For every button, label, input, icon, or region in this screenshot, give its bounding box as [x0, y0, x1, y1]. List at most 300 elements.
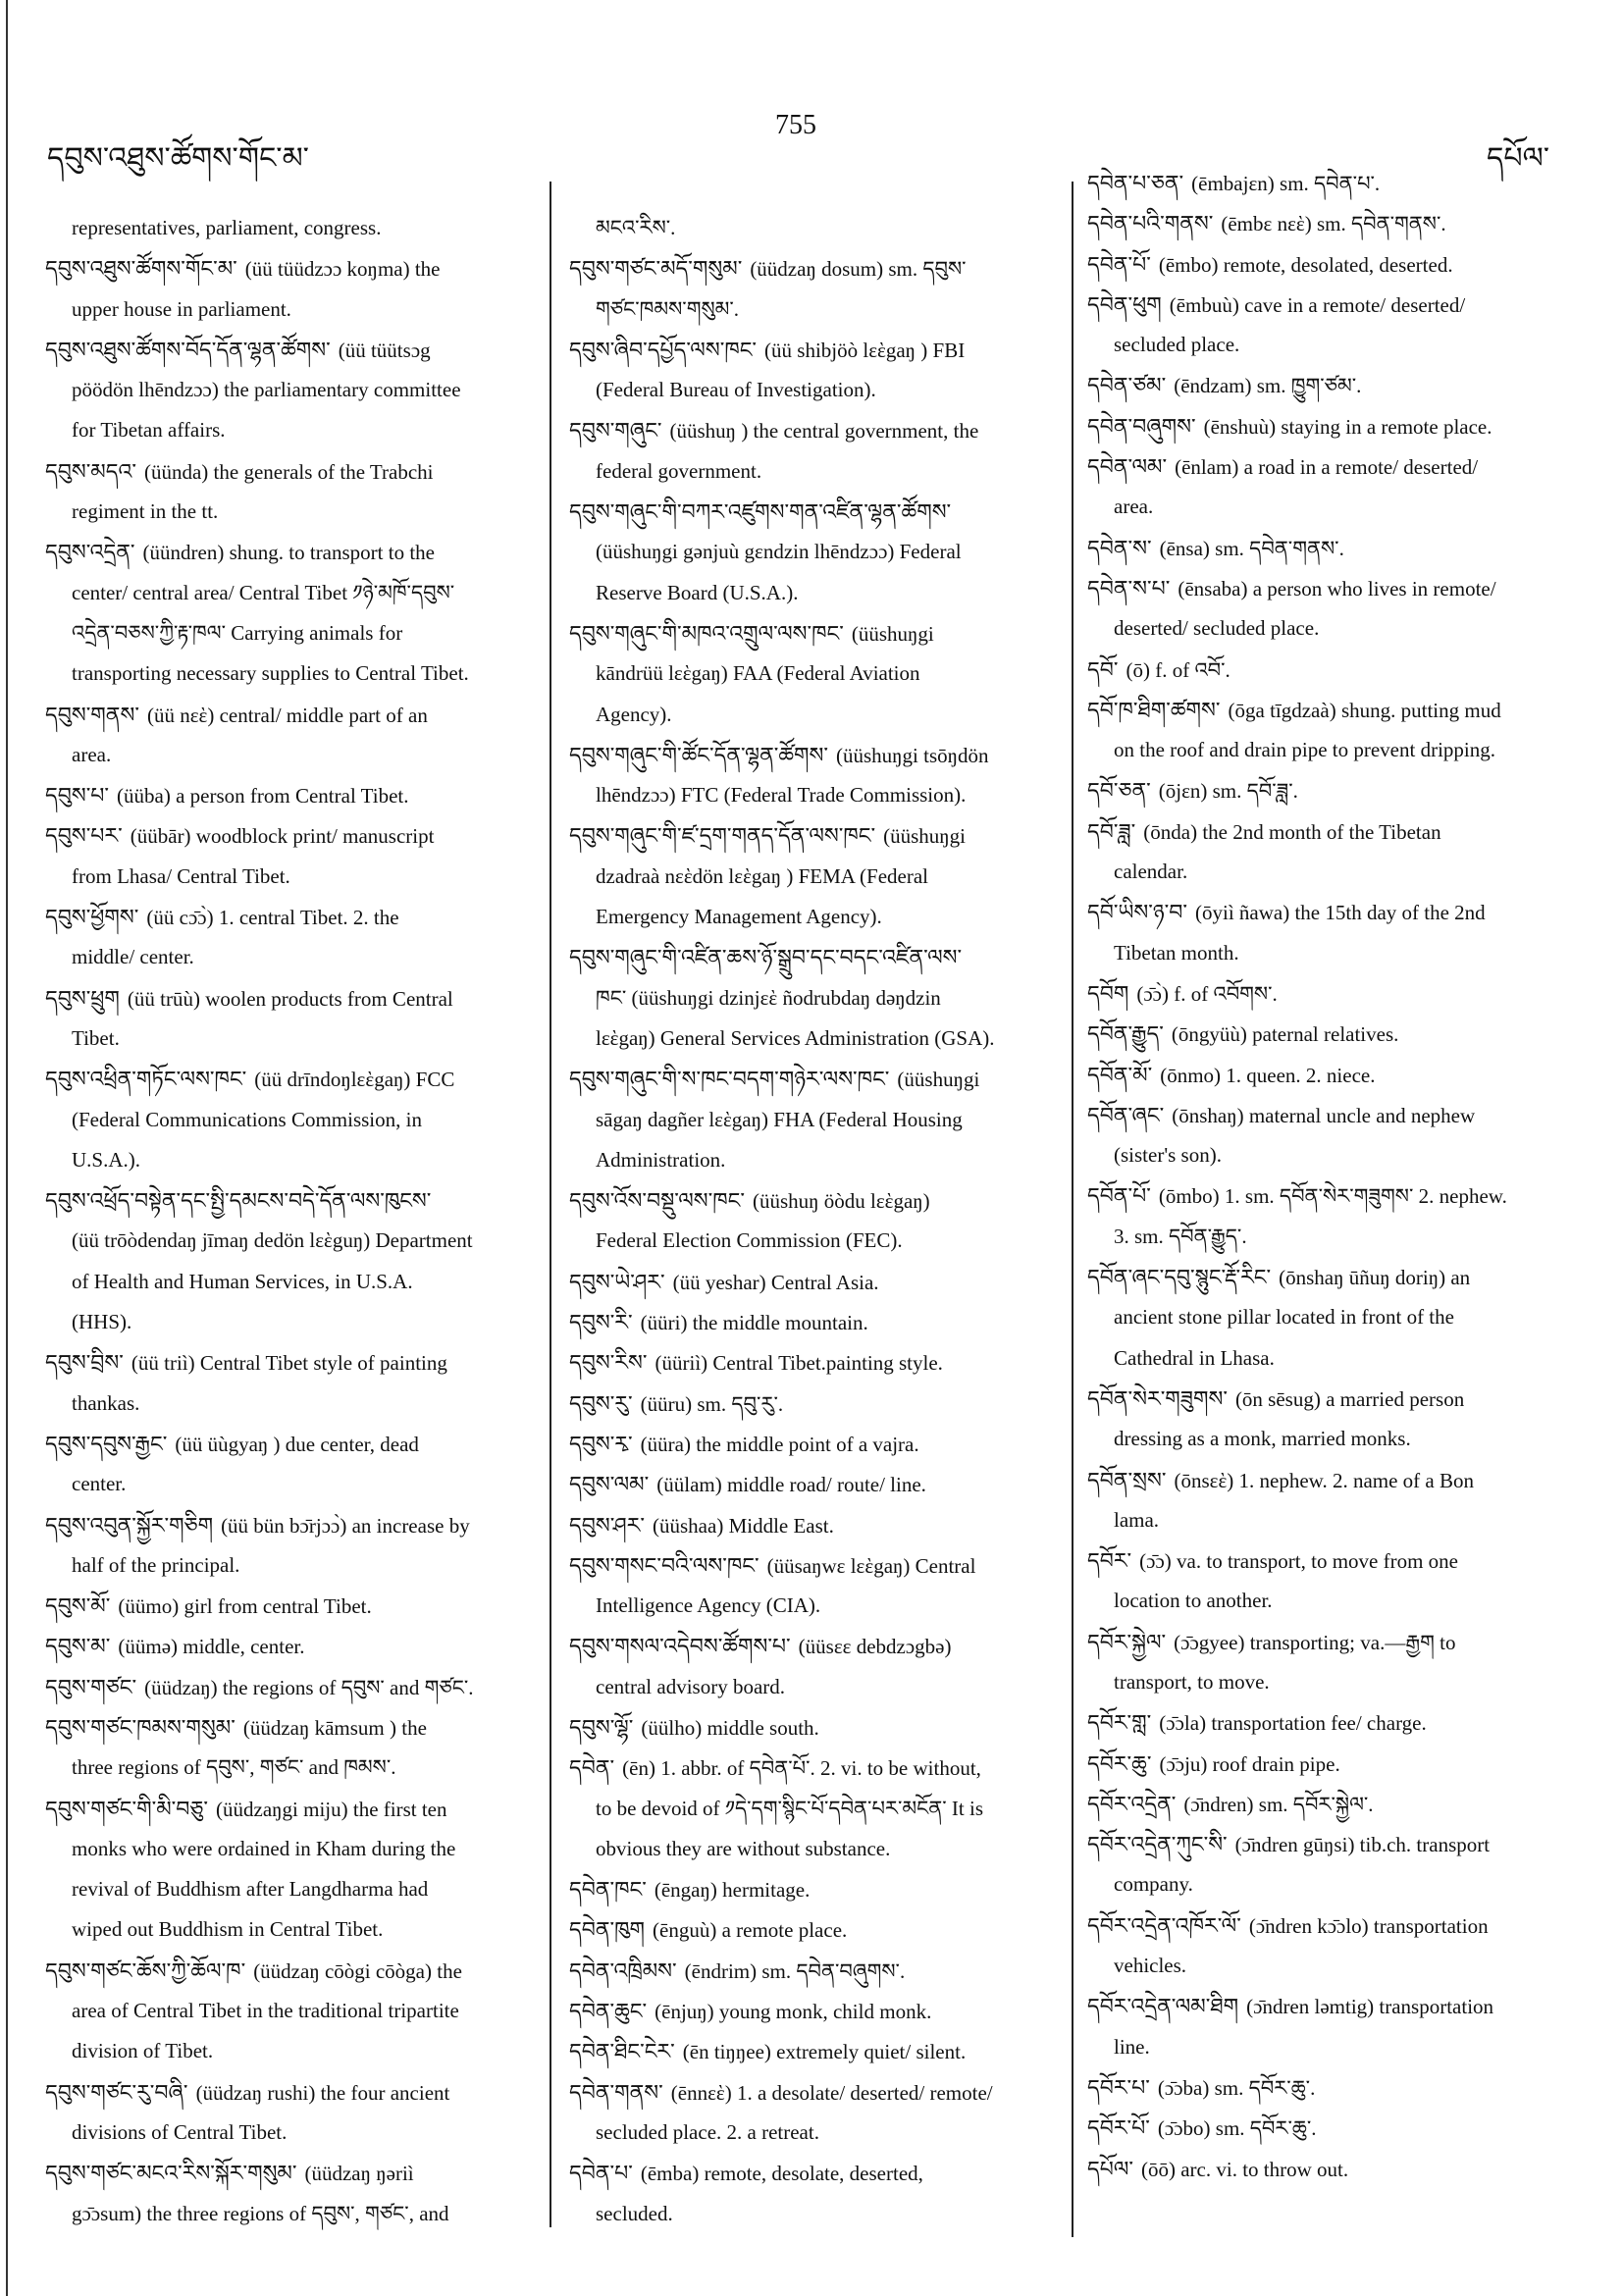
entry-continuation: center. — [72, 1472, 127, 1496]
entry-line — [569, 330, 1065, 370]
entry-definition: (üüsaŋwε lεὲgaŋ) Central — [766, 1553, 976, 1578]
dictionary-entry — [569, 1464, 1065, 1504]
entry-continuation: མངའ་རིས་. — [596, 216, 676, 239]
headword: དབེན་པ་ཅན་ — [1087, 171, 1184, 195]
headword: དབེན་པོ་ — [1087, 251, 1151, 277]
headword: དབུས་བྲིས་ — [45, 1350, 124, 1376]
entry-definition: (üü cɔ̄ɔ̀) 1. central Tibet. 2. the — [146, 906, 399, 930]
entry-line — [569, 2153, 1065, 2193]
headword: དབེན་ཁང་ — [569, 1877, 647, 1903]
entry-line — [45, 1018, 541, 1059]
entry-line — [45, 1221, 541, 1261]
dictionary-entry — [1087, 1824, 1617, 1905]
headword: དབེན་པ་ — [569, 2161, 633, 2186]
headword: དབེན་ཕུག — [1087, 291, 1162, 317]
entry-definition: (ēmbajεn) sm. དབེན་པ་. — [1191, 172, 1381, 195]
headword: དབོར་གླ་ — [1087, 1710, 1152, 1736]
entry-definition: (üüshaa) Middle East. — [653, 1513, 834, 1538]
entry-line — [569, 289, 1065, 330]
entry-line — [45, 1667, 541, 1707]
entry-definition: (ɔ̄ɔbo) sm. དབོར་ཆུ་. — [1157, 2116, 1317, 2141]
entry-continuation: gɔ̄ɔsum) the three regions of དབུས་, གཙང་, and — [72, 2201, 449, 2225]
entry-line — [1087, 1784, 1617, 1824]
entry-continuation: Administration. — [596, 1147, 726, 1172]
entry-definition: (üü drīndoŋlεὲgaŋ) FCC — [254, 1068, 455, 1092]
entry-line — [1087, 1338, 1617, 1379]
entry-line — [569, 897, 1065, 937]
right-guide-word: དཔོལ་ — [1487, 142, 1550, 175]
entry-definition: (ōnshaŋ ūñuŋ doriŋ) an — [1279, 1266, 1471, 1290]
entry-line — [45, 1342, 541, 1383]
entry-line — [45, 1829, 541, 1869]
entry-continuation: lama. — [1114, 1507, 1160, 1532]
entry-line — [45, 653, 541, 694]
entry-line — [1087, 608, 1617, 649]
entry-continuation: center/ central area/ Central Tibet ༡ཉེ་མཁོ་དབུས་ — [72, 580, 455, 604]
entry-definition: (üüru) sm. དབུ་རུ་. — [640, 1391, 784, 1416]
entry-continuation: central advisory board. — [596, 1674, 786, 1698]
entry-line — [1087, 1055, 1617, 1095]
entry-line — [45, 1586, 541, 1626]
dictionary-entry — [1087, 1055, 1617, 1095]
entry-line — [1087, 1986, 1617, 2026]
entry-line — [1087, 852, 1617, 892]
entry-line — [1087, 568, 1617, 608]
dictionary-entry — [45, 1707, 541, 1789]
entry-continuation: sāgaŋ dagñer lεὲgaŋ) FHA (Federal Housing — [596, 1107, 963, 1131]
headword: དབུས་ཕྱོགས་ — [45, 905, 139, 930]
dictionary-entry — [569, 330, 1065, 411]
entry-continuation: of Health and Human Services, in U.S.A. — [72, 1269, 413, 1293]
entry-line — [45, 410, 541, 450]
headword: དབེན་ — [569, 1755, 615, 1781]
entry-line — [1087, 770, 1617, 810]
entry-continuation: Tibetan month. — [1114, 940, 1239, 965]
entry-definition: (üüdzaŋ rushi) the four ancient — [195, 2080, 450, 2105]
headword: དབོ་ཟླ་ — [1087, 818, 1136, 844]
dictionary-entry — [45, 1342, 541, 1424]
entry-definition: (üümə) middle, center. — [118, 1635, 305, 1659]
column-divider — [550, 182, 551, 2227]
entry-continuation: revival of Buddhism after Langdharma had — [72, 1877, 429, 1902]
dictionary-entry — [1087, 2149, 1617, 2189]
dictionary-entry — [45, 1180, 541, 1342]
entry-line — [45, 2072, 541, 2113]
entry-definition: (üüdzaŋ ŋəriì — [304, 2162, 414, 2186]
headword: དབུས་འཕྲོད་བསྟེན་དང་སྤྱི་དམངས་བདེ་དོན་ལས་ཁུངས་ — [45, 1188, 432, 1214]
dictionary-entry — [1087, 892, 1617, 973]
entry-line — [1087, 406, 1617, 446]
entry-line — [1087, 730, 1617, 770]
entry-definition: (ēndrim) sm. དབེན་བཞུགས་. — [684, 1958, 906, 1983]
entry-line — [569, 492, 1065, 532]
headword: དབོར་ — [1087, 1548, 1132, 1574]
entry-definition: (ɔ̄ndren ləmtig) transportation — [1246, 1995, 1494, 2019]
entry-line — [1087, 1905, 1617, 1946]
entry-line — [569, 1262, 1065, 1302]
dictionary-entry — [45, 208, 541, 248]
dictionary-entry — [1087, 446, 1617, 528]
entry-line — [569, 815, 1065, 856]
page-edge-line — [6, 0, 8, 2296]
entry-definition: (üü nεὲ) central/ middle part of an — [146, 703, 428, 727]
entry-continuation: (Federal Communications Commission, in — [72, 1107, 422, 1131]
entry-definition: (üü tüüdzɔɔ koŋma) the — [244, 257, 441, 282]
entry-line — [569, 1424, 1065, 1464]
entry-line — [45, 1545, 541, 1586]
dictionary-entry — [1087, 1257, 1617, 1379]
headword: དབོན་རྒྱུད་ — [1087, 1021, 1164, 1047]
entry-continuation: from Lhasa/ Central Tibet. — [72, 863, 290, 888]
entry-continuation: area of Central Tibet in the traditional tripartite — [72, 1999, 459, 2023]
entry-line — [1087, 1217, 1617, 1257]
entry-definition: (ēnlam) a road in a remote/ deserted/ — [1175, 455, 1479, 480]
dictionary-entry — [1087, 285, 1617, 366]
entry-line — [569, 208, 1065, 248]
entry-continuation: dzadraà nεὲdön lεὲgaŋ ) FEMA (Federal — [596, 863, 928, 888]
entry-line — [569, 1302, 1065, 1342]
page-number: 755 — [775, 110, 816, 140]
entry-line — [1087, 203, 1617, 243]
entry-definition: (ōnshaŋ) maternal uncle and nephew — [1172, 1103, 1476, 1127]
entry-line — [569, 2031, 1065, 2071]
entry-line — [1087, 1297, 1617, 1337]
headword: དབེན་ཆུང་ — [569, 1999, 648, 2024]
entry-line — [45, 2031, 541, 2071]
entry-definition: (ɔ̄ɔla) transportation fee/ charge. — [1159, 1711, 1427, 1736]
entry-line — [1087, 892, 1617, 932]
headword: དབེན་པའི་གནས་ — [1087, 211, 1214, 236]
headword: དབུས་ལྷོ་ — [569, 1714, 634, 1740]
entry-line — [1087, 163, 1617, 203]
entry-line — [1087, 2149, 1617, 2189]
entry-definition: (üüshuŋgi tsōŋdön — [835, 743, 989, 767]
dictionary-column-1 — [45, 208, 541, 2234]
dictionary-column-3 — [1087, 163, 1617, 2189]
dictionary-entry — [569, 815, 1065, 937]
entry-line — [1087, 690, 1617, 730]
entry-line — [569, 1829, 1065, 1869]
headword: དབུས་རིས་ — [569, 1350, 648, 1376]
entry-line — [1087, 811, 1617, 852]
entry-definition: (ēnjuŋ) young monk, child monk. — [654, 2000, 932, 2024]
headword: དབུས་གཞུང་གི་འཛིན་ཆས་ཉོ་སྒྲུབ་དང་བདང་འཛིན་ལས་ — [569, 945, 963, 970]
entry-definition: (üüdzaŋ dosum) sm. དབུས་ — [750, 257, 967, 282]
entry-line — [569, 1221, 1065, 1261]
entry-line — [569, 1018, 1065, 1059]
entry-line — [45, 330, 541, 370]
entry-definition: (ōn sēsug) a married person — [1234, 1386, 1465, 1411]
dictionary-entry — [1087, 1095, 1617, 1176]
dictionary-entry — [45, 1424, 541, 1505]
entry-definition: (ɔ̄ndren gūŋsi) tib.ch. transport — [1234, 1833, 1491, 1857]
dictionary-entry — [1087, 1702, 1617, 1743]
dictionary-entry — [569, 1991, 1065, 2031]
entry-continuation: middle/ center. — [72, 945, 194, 969]
entry-line — [1087, 1702, 1617, 1743]
entry-line — [45, 2153, 541, 2193]
dictionary-entry — [45, 815, 541, 897]
entry-line — [45, 573, 541, 613]
entry-continuation: division of Tibet. — [72, 2039, 214, 2063]
entry-line — [45, 1100, 541, 1140]
entry-line — [1087, 1135, 1617, 1175]
entry-definition: (ɔ̄ɔ̀) f. of འབོགས་. — [1136, 981, 1278, 1006]
headword: དབོར་སྐྱེལ་ — [1087, 1629, 1167, 1654]
headword: དབེན་འཁྲིམས་ — [569, 1957, 677, 1983]
entry-definition: (ɔ̄ndren kɔ̄ɔlo) transportation — [1248, 1913, 1489, 1938]
entry-line — [569, 1869, 1065, 1909]
headword: དབོར་འདྲེན་ཀུང་སི་ — [1087, 1832, 1228, 1857]
entry-continuation: representatives, parliament, congress. — [72, 216, 382, 239]
entry-line — [569, 410, 1065, 450]
entry-definition: (üü shibjöò lεὲgaŋ ) FBI — [764, 338, 966, 362]
headword: དབོག — [1087, 980, 1129, 1006]
entry-definition: (üüriì) Central Tibet.painting style. — [654, 1351, 943, 1376]
entry-line — [569, 2113, 1065, 2153]
entry-definition: (ōyiì ñawa) the 15th day of the 2nd — [1195, 901, 1486, 925]
entry-line — [45, 1424, 541, 1464]
headword: དབུས་འདྲེན་ — [45, 540, 135, 565]
entry-definition: (üündren) shung. to transport to the — [142, 541, 435, 565]
entry-definition: (ōga tīgdzaà) shung. putting mud — [1228, 698, 1501, 722]
headword: དབུས་འོས་བསྡུ་ལས་ཁང་ — [569, 1188, 745, 1214]
entry-continuation: monks who were ordained in Kham during the — [72, 1836, 456, 1860]
headword: དབུས་གཞུང་གི་ས་ཁང་བདག་གཉེར་ལས་ཁང་ — [569, 1067, 890, 1092]
entry-continuation: line. — [1114, 2034, 1150, 2059]
entry-definition: (üüsεε debdzɔgbə) — [798, 1635, 952, 1659]
entry-continuation: kāndrüü lεὲgaŋ) FAA (Federal Aviation — [596, 661, 920, 686]
dictionary-entry — [569, 2153, 1065, 2234]
headword: དབུས་མ་ — [45, 1634, 111, 1659]
headword: དབུས་གཙང་ཁམས་གསུམ་ — [45, 1714, 236, 1740]
dictionary-entry — [569, 1505, 1065, 1545]
dictionary-entry — [569, 1545, 1065, 1627]
entry-continuation: ཁང་ (üüshuŋgi dzinjεὲ ñodrubdaŋ dəŋdzin — [596, 985, 941, 1010]
entry-line — [1087, 1864, 1617, 1905]
entry-definition: (üüshuŋgi — [883, 824, 967, 849]
column-divider — [1072, 182, 1073, 2237]
entry-line — [45, 492, 541, 532]
entry-line — [1087, 1744, 1617, 1784]
dictionary-entry — [569, 1626, 1065, 1707]
entry-definition: (üübār) woodblock print/ manuscript — [130, 824, 435, 849]
entry-line — [569, 1464, 1065, 1504]
entry-line — [45, 1789, 541, 1829]
entry-definition: (ēnshuù) staying in a remote place. — [1203, 414, 1492, 439]
entry-definition: (ɔ̄ɔgyee) transporting; va.—རྒྱག to — [1174, 1630, 1456, 1654]
entry-continuation: location to another. — [1114, 1589, 1273, 1613]
entry-line — [1087, 650, 1617, 690]
entry-continuation: Emergency Management Agency). — [596, 905, 882, 929]
entry-line — [45, 735, 541, 775]
entry-line — [569, 735, 1065, 775]
dictionary-entry — [45, 330, 541, 451]
entry-line — [1087, 285, 1617, 325]
entry-definition: (üüdzaŋ kāmsum ) the — [242, 1715, 427, 1740]
dictionary-entry — [1087, 1014, 1617, 1054]
headword: དབོན་ཞང་དབུ་སྙུང་རྡོ་རིང་ — [1087, 1265, 1272, 1290]
entry-definition: (ēnguù) a remote place. — [653, 1918, 848, 1943]
entry-line — [1087, 446, 1617, 487]
entry-continuation: གཙང་ཁམས་གསུམ་. — [596, 296, 740, 321]
dictionary-entry — [1087, 203, 1617, 243]
dictionary-entry — [1087, 690, 1617, 771]
headword: དབུས་པ་ — [45, 783, 110, 809]
headword: དབུས་མདའ་ — [45, 458, 136, 484]
entry-continuation: calendar. — [1114, 860, 1188, 884]
entry-line — [45, 1180, 541, 1221]
entry-continuation: (sister's son). — [1114, 1143, 1222, 1168]
headword: དབུས་གཙང་མདོ་གསུམ་ — [569, 256, 743, 282]
dictionary-entry — [1087, 1986, 1617, 2067]
dictionary-entry — [1087, 1744, 1617, 1784]
entry-continuation: lεὲgaŋ) General Services Administration (GSA). — [596, 1025, 995, 1050]
entry-continuation: འདྲེན་བཅས་ཀྱི་རྟ་ཁལ་ Carrying animals for — [72, 620, 403, 645]
dictionary-entry — [569, 1262, 1065, 1302]
entry-continuation: regiment in the tt. — [72, 499, 219, 524]
headword: དབུས་གཙང་གི་མི་བཅུ་ — [45, 1796, 208, 1821]
headword: དབེན་ཙམ་ — [1087, 373, 1167, 398]
entry-definition: (ōjεn) sm. དབོ་ཟླ་. — [1158, 779, 1298, 804]
dictionary-entry — [45, 897, 541, 978]
dictionary-entry — [45, 978, 541, 1060]
entry-definition: (üüshuŋ ) the central government, the — [669, 419, 979, 444]
entry-line — [569, 1383, 1065, 1424]
entry-continuation: on the roof and drain pipe to prevent dripping. — [1114, 738, 1495, 762]
entry-continuation: lhēndzɔɔ) FTC (Federal Trade Commission). — [596, 783, 967, 808]
entry-continuation: transport, to move. — [1114, 1669, 1270, 1694]
headword: དབོ་ — [1087, 656, 1119, 682]
entry-definition: (üüshuŋ öòdu lεὲgaŋ) — [752, 1189, 930, 1214]
left-guide-word: དབུས་འཐུས་ཚོགས་གོང་མ་ — [47, 142, 309, 175]
headword: དབེན་གནས་ — [569, 2079, 663, 2105]
entry-line — [569, 1909, 1065, 1950]
headword: དབུས་གནས་ — [45, 702, 139, 727]
entry-definition: (ō) f. of འབོ་. — [1126, 657, 1230, 682]
entry-line — [1087, 1095, 1617, 1135]
entry-line — [569, 532, 1065, 572]
entry-line — [45, 2113, 541, 2153]
entry-continuation: divisions of Central Tibet. — [72, 2119, 288, 2144]
entry-line — [45, 775, 541, 815]
dictionary-entry — [1087, 163, 1617, 203]
entry-line — [1087, 2108, 1617, 2148]
entry-continuation: for Tibetan affairs. — [72, 418, 226, 443]
headword: དབུས་གཙང་ — [45, 1674, 137, 1699]
headword: དབོར་པ་ — [1087, 2074, 1150, 2100]
dictionary-entry — [569, 1342, 1065, 1383]
entry-line — [45, 289, 541, 330]
entry-line — [1087, 365, 1617, 405]
entry-line — [1087, 1946, 1617, 1986]
entry-line — [45, 1626, 541, 1666]
headword: དབུས་རི་ — [569, 1310, 633, 1335]
entry-definition: (ēmbε nεὲ) sm. དབེན་གནས་. — [1221, 212, 1446, 236]
entry-line — [569, 1707, 1065, 1748]
dictionary-entry — [569, 1059, 1065, 1180]
entry-definition: (ēn tiŋŋee) extremely quiet/ silent. — [682, 2040, 967, 2064]
entry-line — [1087, 1379, 1617, 1419]
entry-line — [45, 248, 541, 288]
headword: དབོན་པོ་ — [1087, 1183, 1151, 1209]
entry-line — [569, 1626, 1065, 1666]
entry-line — [569, 1140, 1065, 1180]
headword: དབུས་གཞུང་གི་མཁའ་འགྲུལ་ལས་ཁང་ — [569, 620, 844, 646]
entry-definition: (ēnsaba) a person who lives in remote/ — [1178, 576, 1496, 600]
entry-line — [1087, 528, 1617, 568]
entry-line — [45, 1383, 541, 1424]
dictionary-entry — [1087, 973, 1617, 1014]
entry-definition: (ɔ̄ɔ) va. to transport, to move from one — [1139, 1549, 1458, 1574]
entry-line — [1087, 325, 1617, 365]
entry-line — [569, 1059, 1065, 1099]
entry-line — [45, 532, 541, 572]
entry-continuation: company. — [1114, 1872, 1193, 1897]
headword: དབོན་སྲས་ — [1087, 1467, 1167, 1492]
entry-continuation: (HHS). — [72, 1310, 132, 1334]
entry-continuation: Tibet. — [72, 1025, 120, 1050]
entry-line — [569, 1951, 1065, 1991]
dictionary-entry — [45, 451, 541, 533]
entry-line — [569, 1342, 1065, 1383]
headword: དབུས་དབུས་རྒྱང་ — [45, 1431, 168, 1456]
entry-line — [1087, 933, 1617, 973]
entry-line — [45, 613, 541, 653]
dictionary-entry — [1087, 244, 1617, 285]
entry-line — [1087, 1500, 1617, 1540]
entry-definition: (ēndzam) sm. ཁྱུག་ཙམ་. — [1174, 374, 1362, 398]
entry-continuation: to be devoid of ༡དེ་དག་སྙིང་པོ་དབེན་པར་མངོན་ It is — [596, 1796, 984, 1820]
entry-continuation: area. — [1114, 495, 1154, 519]
entry-continuation: secluded. — [596, 2201, 673, 2225]
entry-line — [45, 451, 541, 492]
entry-line — [1087, 1540, 1617, 1581]
entry-continuation: (Federal Bureau of Investigation). — [596, 378, 876, 402]
entry-continuation: pöödön lhēndzɔɔ) the parliamentary committee — [72, 378, 461, 402]
entry-continuation: ancient stone pillar located in front of the — [1114, 1305, 1454, 1330]
dictionary-entry — [569, 1302, 1065, 1342]
entry-definition: (üünda) the generals of the Trabchi — [143, 459, 434, 484]
entry-line — [45, 208, 541, 248]
dictionary-entry — [569, 1707, 1065, 1748]
headword: དབུས་འབུན་སྐྱོར་གཅིག — [45, 1512, 214, 1538]
entry-definition: (ɔ̄ɔba) sm. དབོར་ཆུ་. — [1157, 2075, 1316, 2100]
dictionary-entry — [45, 695, 541, 776]
entry-line — [1087, 973, 1617, 1014]
entry-line — [569, 1505, 1065, 1545]
entry-line — [569, 775, 1065, 815]
entry-continuation: (üüshuŋgi gənjuù gεndzin lhēndzɔɔ) Federal — [596, 540, 962, 564]
entry-line — [569, 451, 1065, 492]
entry-line — [569, 1667, 1065, 1707]
headword: དབུས་ལམ་ — [569, 1472, 650, 1497]
entry-line — [569, 937, 1065, 977]
dictionary-entry — [1087, 406, 1617, 446]
headword: དབོར་པོ་ — [1087, 2115, 1150, 2141]
dictionary-entry — [1087, 1379, 1617, 1460]
dictionary-entry — [569, 1748, 1065, 1869]
entry-line — [1087, 1419, 1617, 1459]
dictionary-entry — [1087, 770, 1617, 810]
entry-line — [45, 815, 541, 856]
headword: དབུས་གསལ་འདེབས་ཚོགས་པ་ — [569, 1634, 791, 1659]
entry-continuation: vehicles. — [1114, 1954, 1187, 1978]
headword: དབོ་ཅན་ — [1087, 778, 1151, 804]
entry-definition: (ōnmo) 1. queen. 2. niece. — [1160, 1063, 1376, 1087]
entry-definition: (üülho) middle south. — [641, 1715, 819, 1740]
entry-line — [569, 613, 1065, 653]
